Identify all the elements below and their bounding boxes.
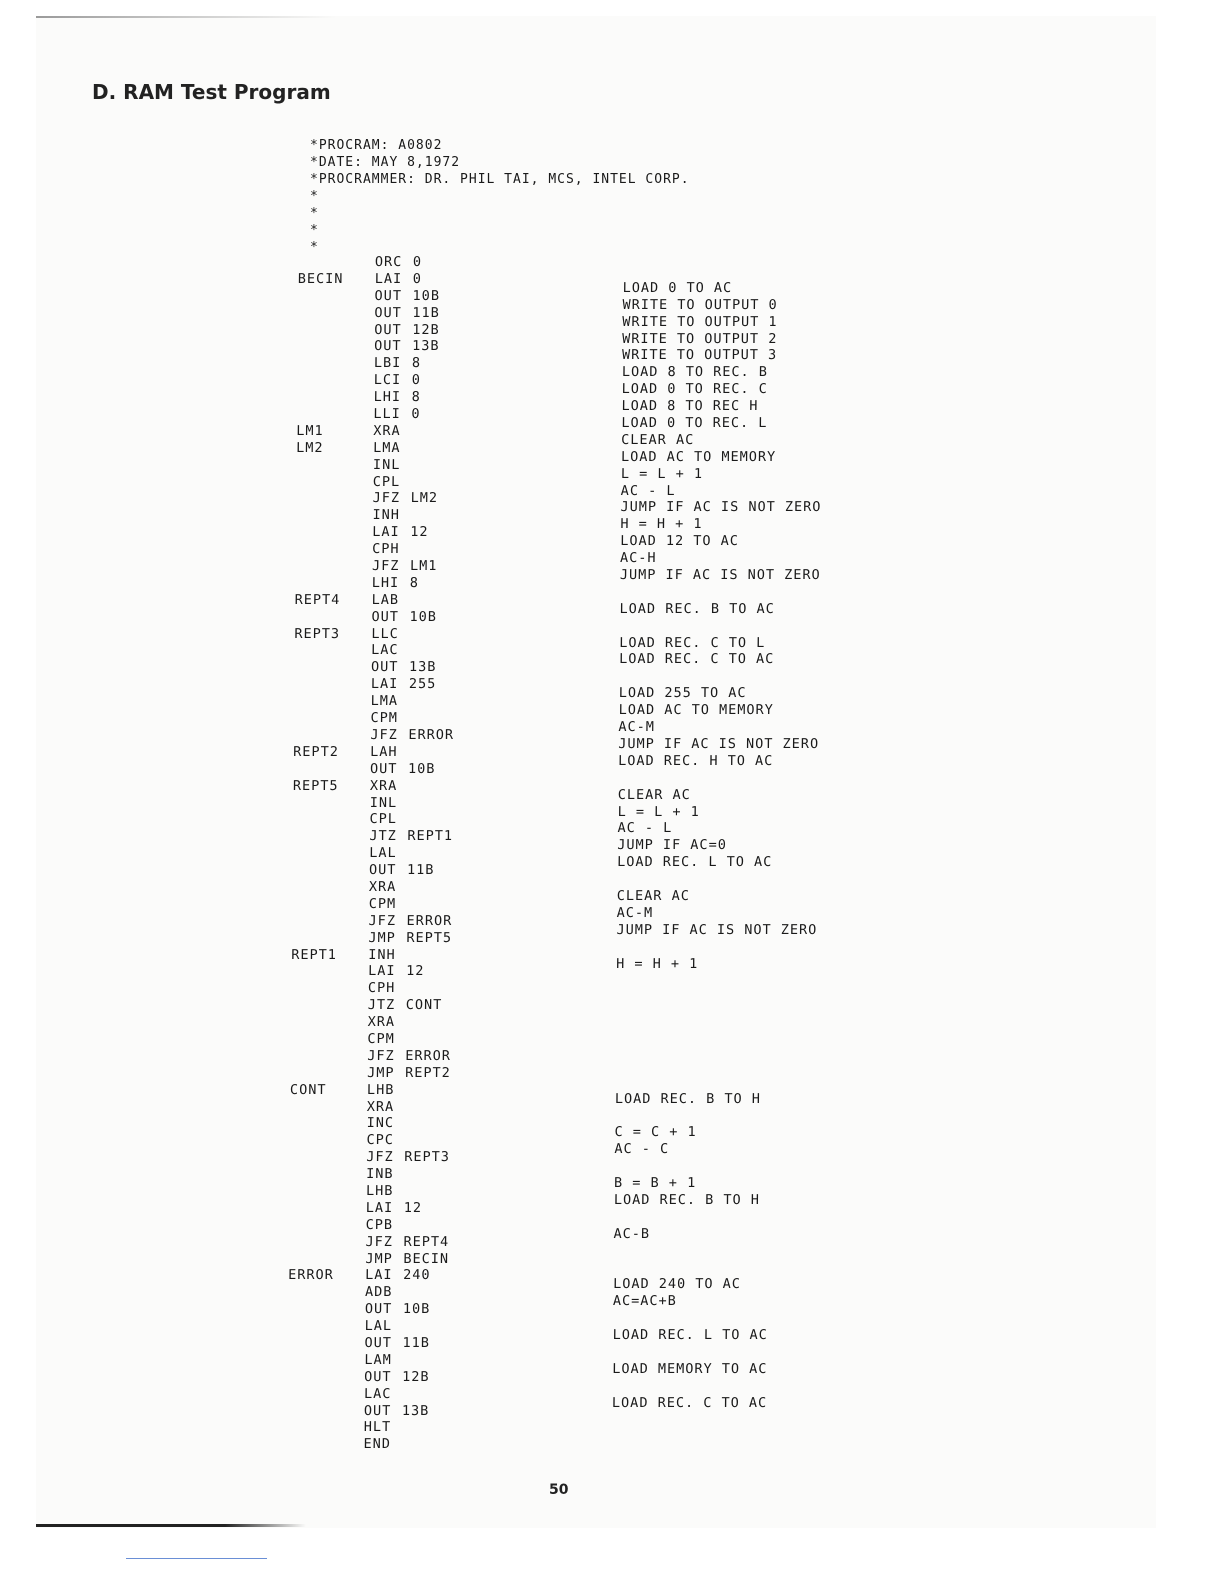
program-header <box>310 137 690 256</box>
code-comment: WRITE TO OUTPUT 1 <box>622 313 778 330</box>
code-opcode: XRA <box>373 422 401 439</box>
header-line: *PROCRAM: A0802 <box>310 138 443 153</box>
code-operand: 240 <box>403 1267 431 1284</box>
code-opcode: OUT <box>374 304 402 321</box>
code-opcode: LAB <box>371 591 400 608</box>
code-opcode: CPM <box>368 895 397 912</box>
code-line <box>287 1419 887 1436</box>
code-opcode: LAI <box>374 270 403 287</box>
code-line <box>291 963 891 980</box>
code-opcode: LAI <box>365 1267 393 1284</box>
code-opcode: JFZ <box>367 1047 395 1064</box>
code-opcode: JFZ <box>370 726 398 743</box>
code-label: LM2 <box>296 439 324 456</box>
code-comment: LOAD 255 TO AC <box>618 685 747 702</box>
code-comment: AC - L <box>617 820 673 837</box>
code-operand: 11B <box>412 304 440 321</box>
code-line <box>287 1369 887 1386</box>
code-opcode: XRA <box>368 878 397 895</box>
code-opcode: INB <box>366 1166 394 1183</box>
code-opcode: LHB <box>366 1081 395 1098</box>
header-line: *PROCRAMMER: DR. PHIL TAI, MCS, INTEL CORP. <box>310 172 690 187</box>
code-opcode: OUT <box>374 338 402 355</box>
code-opcode: LAH <box>370 743 398 760</box>
code-line <box>290 1048 890 1065</box>
code-opcode: END <box>363 1436 392 1453</box>
code-operand: 0 <box>411 406 421 423</box>
top-scan-edge <box>36 16 336 18</box>
code-comment: JUMP IF AC IS NOT ZERO <box>616 921 818 938</box>
assembly-listing <box>286 254 898 1453</box>
code-opcode: CPL <box>372 473 401 490</box>
code-opcode: LMA <box>373 439 401 456</box>
code-opcode: JFZ <box>371 558 400 575</box>
code-opcode: CPM <box>367 1030 395 1047</box>
code-comment: H = H + 1 <box>616 955 699 972</box>
code-opcode: INH <box>368 946 396 963</box>
code-line <box>290 1031 890 1048</box>
code-operand: 8 <box>409 574 420 591</box>
code-comment: LOAD REC. L TO AC <box>612 1327 768 1344</box>
code-comment: LOAD 8 TO REC. B <box>621 364 768 381</box>
code-opcode: LAI <box>365 1199 394 1216</box>
code-opcode: LHI <box>373 389 402 406</box>
code-opcode: INH <box>372 507 400 524</box>
code-operand: ERROR <box>408 726 455 743</box>
code-comment: AC-M <box>618 719 656 736</box>
code-label: REPT4 <box>294 591 341 608</box>
code-line <box>287 1403 887 1420</box>
code-opcode: JTZ <box>367 997 396 1014</box>
code-opcode: LAC <box>363 1385 392 1402</box>
code-opcode: OUT <box>370 659 399 676</box>
code-opcode: INL <box>372 456 401 473</box>
code-operand: 0 <box>412 270 422 287</box>
code-operand: 12 <box>406 963 425 980</box>
code-comment: L = L + 1 <box>620 465 704 482</box>
code-opcode: ADB <box>364 1284 393 1301</box>
code-comment: LOAD AC TO MEMORY <box>618 702 774 719</box>
code-comment: L = L + 1 <box>617 803 700 820</box>
code-operand: 0 <box>412 254 423 270</box>
code-opcode: LAI <box>370 676 399 693</box>
code-comment: LOAD MEMORY TO AC <box>612 1360 768 1377</box>
code-line <box>289 1149 889 1166</box>
code-operand: 8 <box>411 355 422 372</box>
code-line <box>298 254 898 271</box>
header-line: * <box>310 206 319 221</box>
code-opcode: LMA <box>370 693 399 710</box>
code-opcode: LLC <box>371 625 399 642</box>
code-opcode: LCI <box>373 372 402 389</box>
code-operand: 12B <box>402 1368 430 1385</box>
code-comment: H = H + 1 <box>620 516 703 533</box>
header-line: *DATE: MAY 8,1972 <box>310 155 461 170</box>
code-operand: 255 <box>408 676 437 693</box>
code-operand: 13B <box>401 1402 430 1419</box>
code-line <box>289 1200 889 1217</box>
code-opcode: JMP <box>365 1250 393 1267</box>
code-operand: 13B <box>408 659 437 676</box>
code-opcode: LHB <box>365 1182 394 1199</box>
code-operand: 13B <box>412 338 440 355</box>
code-opcode: JMP <box>367 1064 395 1081</box>
code-comment: LOAD 12 TO AC <box>620 533 739 550</box>
code-comment: LOAD REC. C TO AC <box>619 651 775 668</box>
code-opcode: LHI <box>371 574 400 591</box>
code-opcode: JTZ <box>369 828 397 845</box>
code-operand: 12B <box>412 321 440 338</box>
code-operand: 12 <box>410 524 429 541</box>
code-comment: LOAD REC. H TO AC <box>618 752 774 769</box>
code-line <box>294 609 894 626</box>
code-line <box>288 1234 888 1251</box>
code-operand: 10B <box>407 760 436 777</box>
code-opcode: ORC <box>374 254 403 270</box>
code-comment: LOAD 240 TO AC <box>613 1276 741 1293</box>
code-opcode: CPC <box>366 1132 394 1149</box>
code-comment: CLEAR AC <box>617 786 691 803</box>
code-comment: AC-B <box>613 1225 651 1242</box>
code-label: REPT5 <box>292 777 339 794</box>
code-line <box>288 1301 888 1318</box>
code-comment: WRITE TO OUTPUT 2 <box>622 330 778 347</box>
code-comment: CLEAR AC <box>616 887 690 904</box>
code-line <box>291 930 891 947</box>
code-opcode: OUT <box>364 1301 393 1318</box>
code-label: CONT <box>289 1081 327 1098</box>
code-comment: AC - L <box>620 482 676 499</box>
code-opcode: JFZ <box>368 912 397 929</box>
code-comment: LOAD 0 TO AC <box>622 279 733 296</box>
code-line <box>287 1335 887 1352</box>
code-operand: 11B <box>407 862 435 879</box>
code-opcode: LAI <box>368 963 396 980</box>
code-operand: 11B <box>402 1335 431 1351</box>
code-comment: AC - C <box>614 1141 670 1158</box>
code-label: REPT3 <box>294 625 341 642</box>
code-line <box>293 761 893 778</box>
code-operand: REPT3 <box>404 1149 451 1166</box>
code-operand: 10B <box>402 1301 431 1318</box>
code-operand: 8 <box>411 389 421 406</box>
code-comment: LOAD REC. L TO AC <box>617 854 773 871</box>
code-opcode: OUT <box>369 862 397 879</box>
code-opcode: CPM <box>370 710 399 727</box>
code-opcode: LAL <box>369 845 397 862</box>
code-opcode: CPB <box>365 1216 394 1233</box>
code-label: REPT2 <box>293 743 339 760</box>
code-opcode: JFZ <box>366 1149 394 1166</box>
code-comment: LOAD AC TO MEMORY <box>620 448 777 465</box>
code-comment: LOAD 0 TO REC. L <box>621 415 768 432</box>
code-comment: LOAD REC. C TO AC <box>611 1394 768 1411</box>
code-comment: LOAD REC. B TO AC <box>619 600 775 617</box>
code-opcode: OUT <box>374 287 403 304</box>
code-opcode: LAC <box>371 642 399 659</box>
header-line: * <box>310 223 319 238</box>
code-line <box>292 862 892 879</box>
bottom-scan-edge <box>36 1524 306 1527</box>
code-line <box>290 1065 890 1082</box>
code-opcode: OUT <box>371 608 399 625</box>
code-opcode: LAI <box>372 524 400 541</box>
code-opcode: LAL <box>364 1318 393 1335</box>
code-opcode: INC <box>366 1115 395 1132</box>
code-opcode: OUT <box>364 1335 393 1351</box>
code-opcode: INL <box>369 794 398 811</box>
code-comment: LOAD REC. C TO L <box>619 634 766 651</box>
code-comment: WRITE TO OUTPUT 3 <box>621 347 778 364</box>
code-label: ERROR <box>288 1267 334 1284</box>
code-opcode: OUT <box>363 1402 392 1419</box>
code-opcode: HLT <box>363 1419 392 1436</box>
code-operand: LM1 <box>409 558 438 575</box>
code-operand: LM2 <box>410 490 439 507</box>
code-operand: 12 <box>403 1199 423 1216</box>
code-opcode: LBI <box>373 355 402 372</box>
code-operand: 10B <box>412 287 441 304</box>
code-operand: REPT1 <box>407 828 454 845</box>
code-comment: LOAD REC. B TO H <box>614 1090 762 1107</box>
header-line: * <box>310 240 319 255</box>
code-comment: AC=AC+B <box>612 1293 677 1310</box>
code-opcode: JFZ <box>372 490 401 507</box>
code-opcode: OUT <box>374 321 402 338</box>
code-label: LM1 <box>296 422 324 439</box>
code-opcode: JMP <box>368 929 396 946</box>
code-comment: JUMP IF AC=0 <box>617 837 727 854</box>
code-line <box>291 980 891 997</box>
footer-blue-line <box>126 1558 267 1559</box>
code-comment: WRITE TO OUTPUT 0 <box>622 296 778 313</box>
code-comment: C = C + 1 <box>614 1124 697 1141</box>
code-operand: CONT <box>405 997 443 1014</box>
code-operand: ERROR <box>405 1047 452 1064</box>
page-number: 50 <box>549 1482 569 1498</box>
code-operand: REPT5 <box>406 929 453 946</box>
code-comment: JUMP IF AC IS NOT ZERO <box>618 735 820 752</box>
code-opcode: CPH <box>372 541 400 558</box>
code-line <box>286 1436 886 1453</box>
code-comment: LOAD REC. B TO H <box>613 1191 761 1208</box>
code-line <box>288 1251 888 1268</box>
code-label: REPT1 <box>291 946 337 963</box>
code-line <box>290 1099 890 1116</box>
code-line <box>295 575 895 592</box>
code-line <box>294 659 894 676</box>
code-comment: LOAD 0 TO REC. C <box>621 381 768 398</box>
code-opcode: LAM <box>364 1351 392 1368</box>
code-line <box>291 1014 891 1031</box>
code-opcode: XRA <box>366 1098 395 1115</box>
header-line: * <box>310 189 319 204</box>
code-opcode: CPL <box>369 811 398 828</box>
code-operand: ERROR <box>406 912 453 929</box>
code-label: BECIN <box>297 270 344 287</box>
code-opcode: LLI <box>373 406 401 423</box>
code-operand: REPT2 <box>405 1064 451 1081</box>
code-operand: BECIN <box>403 1250 450 1267</box>
code-opcode: OUT <box>364 1368 392 1385</box>
code-opcode: XRA <box>367 1014 396 1031</box>
code-line <box>291 997 891 1014</box>
code-opcode: JFZ <box>365 1233 393 1250</box>
code-comment: CLEAR AC <box>621 431 695 448</box>
code-comment: JUMP IF AC IS NOT ZERO <box>620 499 822 516</box>
code-comment: JUMP IF AC IS NOT ZERO <box>619 567 821 584</box>
code-opcode: CPH <box>367 980 396 997</box>
code-comment: AC-M <box>616 904 654 921</box>
code-operand: REPT4 <box>403 1233 450 1250</box>
code-opcode: OUT <box>369 760 398 777</box>
code-opcode: XRA <box>369 777 398 794</box>
code-comment: B = B + 1 <box>614 1175 697 1192</box>
code-operand: 10B <box>409 608 437 625</box>
code-comment: LOAD 8 TO REC H <box>621 398 759 415</box>
code-comment: AC-H <box>620 550 657 567</box>
code-operand: 0 <box>411 372 422 389</box>
section-title: D. RAM Test Program <box>92 80 331 104</box>
